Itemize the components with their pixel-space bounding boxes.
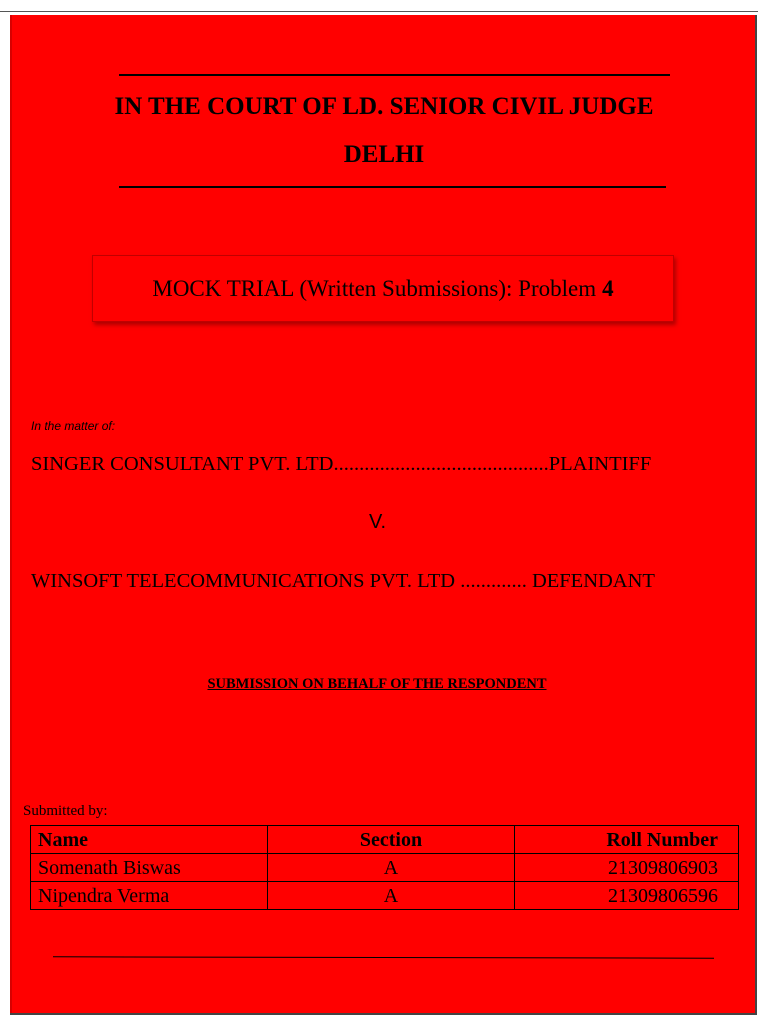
court-title-line-1: IN THE COURT OF LD. SENIOR CIVIL JUDGE xyxy=(114,93,654,120)
top-border-line xyxy=(0,11,758,12)
plaintiff-line: SINGER CONSULTANT PVT. LTD..........................................PLAINTIFF xyxy=(31,453,652,475)
defendant-line: WINSOFT TELECOMMUNICATIONS PVT. LTD ............. DEFENDANT xyxy=(31,570,655,592)
cell-section: A xyxy=(268,882,515,910)
header-roll-number: Roll Number xyxy=(515,826,739,854)
title-top-rule xyxy=(119,74,670,76)
cell-roll-number: 21309806903 xyxy=(515,854,739,882)
header-name: Name xyxy=(31,826,268,854)
mock-trial-box xyxy=(92,255,674,322)
table-header-row xyxy=(31,826,739,854)
title-bottom-rule xyxy=(119,186,666,188)
cell-section: A xyxy=(268,854,515,882)
header-section: Section xyxy=(268,826,515,854)
court-title-line-2: DELHI xyxy=(343,141,425,168)
submission-title: SUBMISSION ON BEHALF OF THE RESPONDENT xyxy=(207,676,547,692)
submitters-table xyxy=(30,825,739,910)
matter-label: In the matter of: xyxy=(31,419,116,433)
cell-name: Nipendra Verma xyxy=(31,882,268,910)
mock-trial-text: MOCK TRIAL (Written Submissions): Problem xyxy=(152,275,597,301)
cell-roll-number: 21309806596 xyxy=(515,882,739,910)
cell-name: Somenath Biswas xyxy=(31,854,268,882)
submitted-by-label: Submitted by: xyxy=(23,803,108,819)
table-row xyxy=(31,882,739,910)
problem-number: 4 xyxy=(602,275,614,301)
versus-label: V. xyxy=(368,511,387,533)
table-row xyxy=(31,854,739,882)
